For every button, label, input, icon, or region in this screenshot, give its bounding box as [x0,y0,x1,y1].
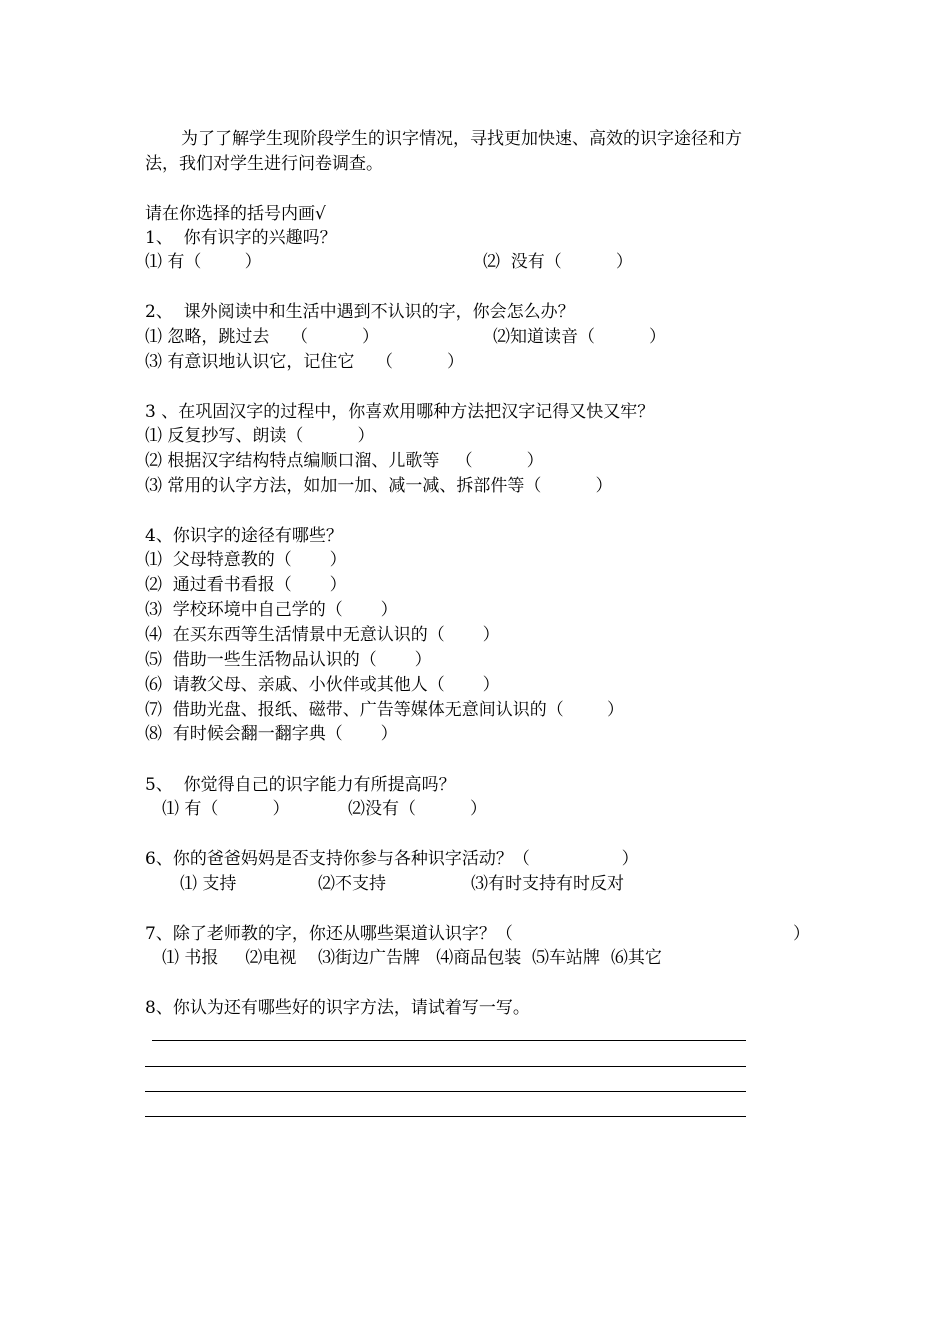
answer-line[interactable] [145,1066,746,1067]
q4-item: ⑹ 请教父母、亲戚、小伙伴或其他人（ ） [145,675,500,695]
question-6: 6、你的爸爸妈妈是否支持你参与各种识字活动？（ ） [145,849,639,869]
question-7: 7、除了老师教的字，你还从哪些渠道认识字？（ [145,924,513,944]
intro-line-2: 法，我们对学生进行问卷调查。 [145,154,383,174]
question-3: 3 、在巩固汉字的过程中，你喜欢用哪种方法把汉字记得又快又牢？ [145,402,655,422]
answer-line[interactable] [145,1091,746,1092]
q5-option-1: ⑴ 有（ ） [162,799,290,819]
question-2: 2、 课外阅读中和生活中遇到不认识的字，你会怎么办？ [145,302,575,322]
answer-line[interactable] [152,1040,746,1041]
q4-item: ⑺ 借助光盘、报纸、磁带、广告等媒体无意间认识的（ ） [145,700,625,720]
q4-item: ⑵ 通过看书看报（ ） [145,575,347,595]
q6-option-3: ⑶有时支持有时反对 [471,874,624,894]
q3-option-1: ⑴ 反复抄写、朗读（ ） [145,426,375,446]
q2-option-1: ⑴ 忽略，跳过去 （ ） [145,327,380,347]
q4-item: ⑷ 在买东西等生活情景中无意认识的（ ） [145,625,500,645]
q6-option-1: ⑴ 支持 [180,874,237,894]
intro-line-1: 为了了解学生现阶段学生的识字情况，寻找更加快速、高效的识字途径和方 [181,129,742,149]
q7-close-paren: ） [793,924,810,944]
q3-option-3: ⑶ 常用的认字方法，如加一加、减一减、拆部件等（ ） [145,476,613,496]
q7-options: ⑴ 书报 ⑵电视 ⑶街边广告牌 ⑷商品包装 ⑸车站牌 ⑹其它 [162,948,662,968]
q1-option-1: ⑴ 有（ ） [145,252,262,272]
question-5: 5、 你觉得自己的识字能力有所提高吗？ [145,775,456,795]
question-1: 1、 你有识字的兴趣吗？ [145,228,337,248]
q6-option-2: ⑵不支持 [318,874,386,894]
q3-option-2: ⑵ 根据汉字结构特点编顺口溜、儿歌等 （ ） [145,451,544,471]
q4-item: ⑸ 借助一些生活物品认识的（ ） [145,650,432,670]
question-8: 8、你认为还有哪些好的识字方法，请试着写一写。 [145,998,530,1018]
q4-item: ⑶ 学校环境中自己学的（ ） [145,600,398,620]
q2-option-3: ⑶ 有意识地认识它，记住它 （ ） [145,352,465,372]
answer-line[interactable] [145,1116,746,1117]
q2-option-2: ⑵知道读音（ ） [493,327,667,347]
instruction-text: 请在你选择的括号内画√ [145,204,326,224]
q1-option-2: ⑵ 没有（ ） [483,252,633,272]
question-4: 4、你识字的途径有哪些？ [145,526,343,546]
q5-option-2: ⑵没有（ ） [348,799,488,819]
q4-item: ⑴ 父母特意教的（ ） [145,550,347,570]
q4-item: ⑻ 有时候会翻一翻字典（ ） [145,724,398,744]
